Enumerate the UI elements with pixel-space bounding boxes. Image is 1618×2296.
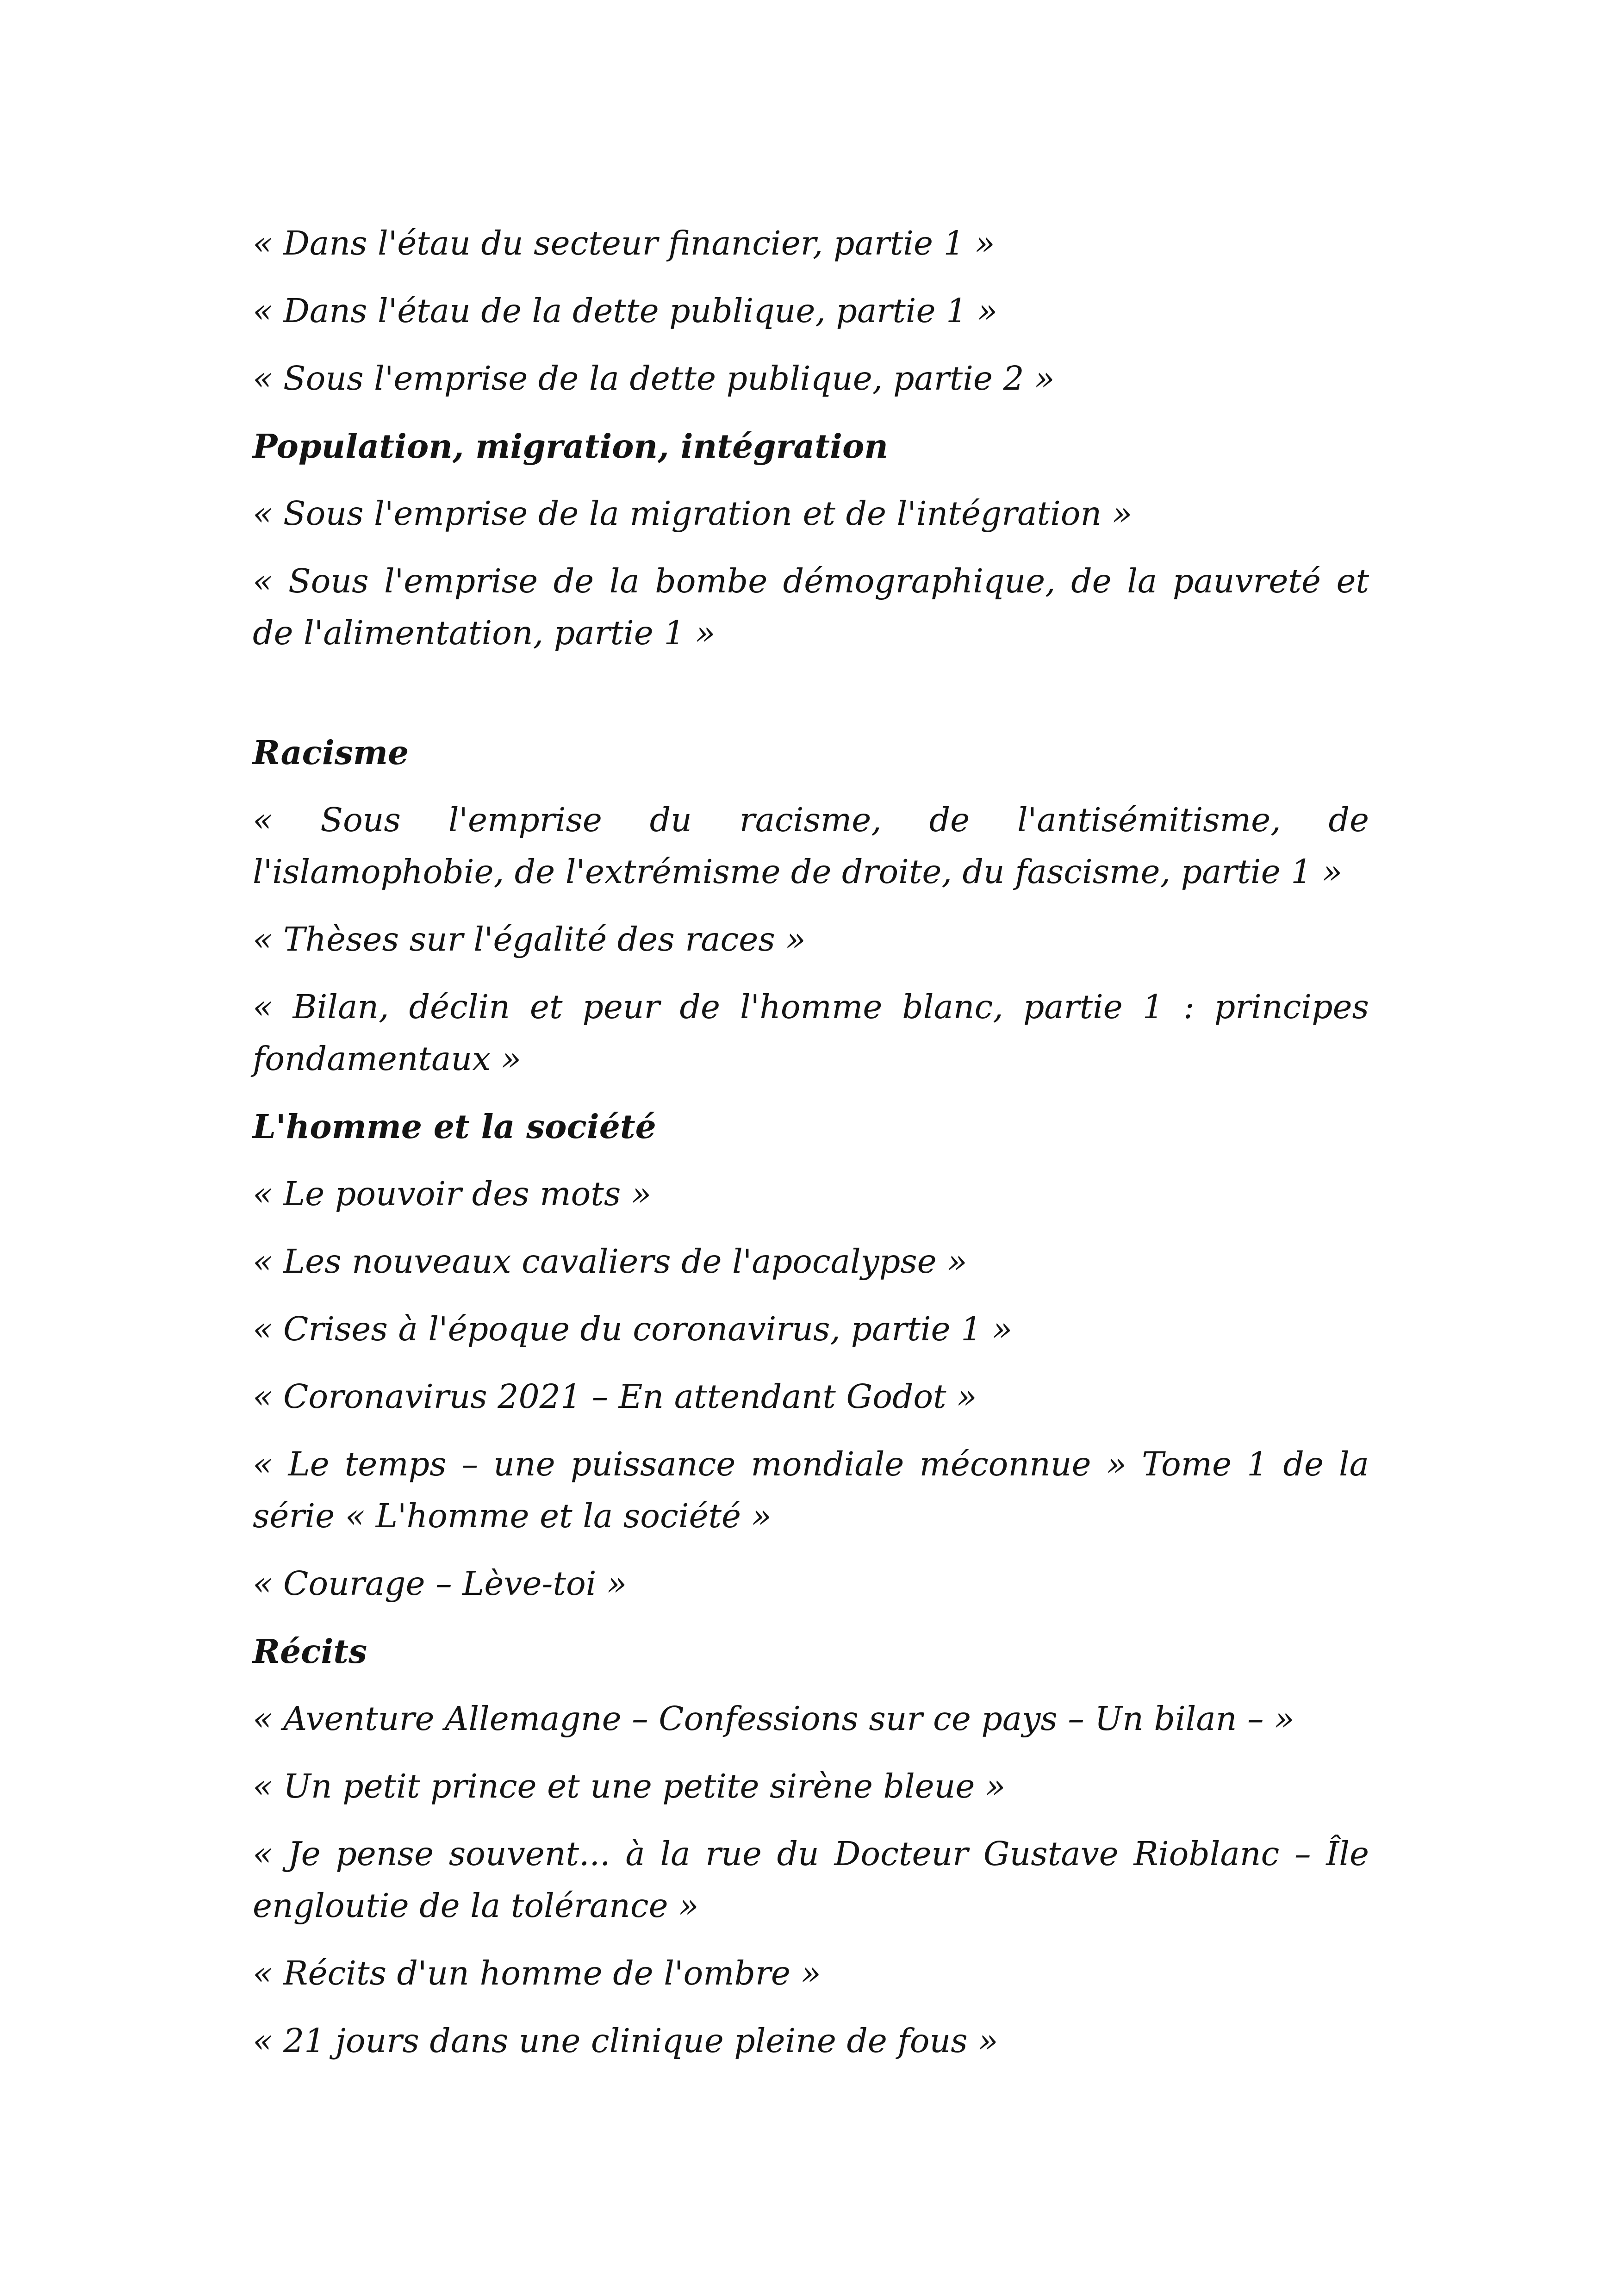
book-title-entry: « Sous l'emprise de la migration et de l'intégration » (253, 494, 1133, 533)
section-heading-recits: Récits (253, 1632, 367, 1671)
document-page (253, 218, 1369, 2083)
book-title-entry: « Aventure Allemagne – Confessions sur ce pays – Un bilan – » (253, 1699, 1294, 1738)
book-title-entry: « Dans l'étau de la dette publique, partie 1 » (253, 292, 998, 330)
book-title-entry: « Les nouveaux cavaliers de l'apocalypse » (253, 1242, 967, 1281)
book-title-entry: « Bilan, déclin et peur de l'homme blanc, partie 1 : principes fondamentaux » (253, 988, 1369, 1078)
book-title-entry: « Le temps – une puissance mondiale méconnue » Tome 1 de la série « L'homme et la société » (253, 1445, 1369, 1535)
section-heading-population: Population, migration, intégration (253, 427, 888, 466)
book-title-entry: « Récits d'un homme de l'ombre » (253, 1954, 821, 1992)
book-title-entry: « Je pense souvent... à la rue du Docteur Gustave Rioblanc – Île engloutie de la tolérance » (253, 1835, 1369, 1925)
book-title-entry: « 21 jours dans une clinique pleine de fous » (253, 2022, 998, 2060)
book-title-entry: « Sous l'emprise de la bombe démographique, de la pauvreté et de l'alimentation, partie 1 » (253, 562, 1369, 652)
section-heading-homme-societe: L'homme et la société (253, 1107, 656, 1146)
book-title-entry: « Dans l'étau du secteur financier, partie 1 » (253, 224, 995, 262)
book-title-entry: « Thèses sur l'égalité des races » (253, 920, 806, 958)
book-title-entry: « Un petit prince et une petite sirène bleue » (253, 1767, 1006, 1805)
book-title-entry: « Courage – Lève-toi » (253, 1564, 627, 1603)
section-heading-racisme: Racisme (253, 733, 409, 772)
book-title-entry: « Sous l'emprise du racisme, de l'antisémitisme, de l'islamophobie, de l'extrémisme de droite, du fascisme, partie 1 » (253, 801, 1369, 891)
blank-line (253, 675, 1369, 727)
book-title-entry: « Coronavirus 2021 – En attendant Godot » (253, 1377, 977, 1416)
book-title-entry: « Le pouvoir des mots » (253, 1175, 652, 1213)
book-title-entry: « Crises à l'époque du coronavirus, partie 1 » (253, 1310, 1013, 1348)
book-title-entry: « Sous l'emprise de la dette publique, partie 2 » (253, 359, 1055, 398)
